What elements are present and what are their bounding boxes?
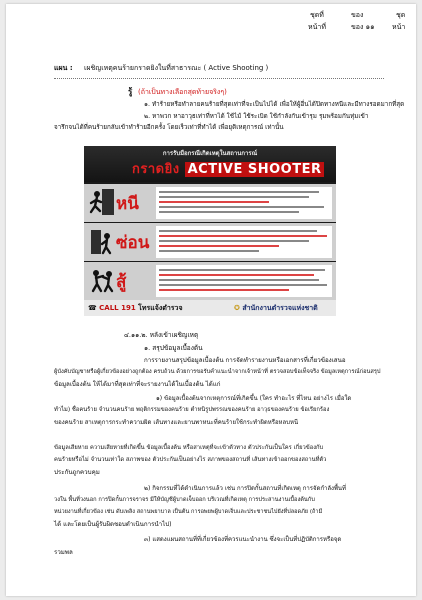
body-line-5: ทำไม) ชื่อคนร้าย จำนวนคนร้าย พฤติกรรมของคนร้าย ตำหนิรูปพรรณของคนร้าย อาวุธของคนร้าย ข้อเรียกร้อง (54, 407, 330, 413)
body-line-4: ๑) ข้อมูลเบื้องต้นจากเหตุการณ์ที่เกิดขึ้น (ใคร ทำอะไร ที่ไหน อย่างไร เมื่อใด (156, 395, 352, 402)
body-line-6: ของคนร้าย สาเหตุการกระทำความผิด เส้นทางและยานพาหนะที่คนร้ายใช้กระทำผิดหรือหลบหนี (54, 419, 299, 426)
body-line-14: ๓) แสดงแผนสถานที่ที่เกี่ยวข้องที่ควรแนะนำงาน ซึ่งจะเป็นที่ปฏิบัติการหรือจุด (144, 536, 342, 543)
poster-org (234, 303, 318, 314)
poster-text-fight (156, 265, 332, 297)
poster-label-hide: ซ่อน (116, 233, 150, 253)
poster-title-th: กราดยิง (132, 162, 180, 177)
poster-text-hide (156, 226, 332, 258)
poster-header (84, 146, 336, 182)
section-subtitle: (ถ้าเป็นทางเลือกสุดท้ายจริงๆ) (138, 88, 227, 96)
police-badge-icon: ✪ (234, 304, 240, 312)
body-line-9: ประกันถูกควบคุม (54, 469, 100, 476)
page-unit-label: หน้า (392, 23, 406, 31)
plan-title: เผชิญเหตุคนร้ายกราดยิงในที่สาธารณะ ( Active Shooting ) (84, 64, 269, 72)
page-label: หน้าที่ (308, 23, 326, 31)
paragraph-1: ๑. ทำร้ายหรือทำลายคนร้ายที่สุดเท่าที่จะเป็นไปได้ เพื่อให้ผู้อื่นได้ปิดทางหนีและมีทางรอดมากที่สุด (144, 101, 405, 108)
set-label: ชุดที่ (310, 11, 324, 19)
body-line-2: ผู้บังคับบัญชาหรือผู้เกี่ยวข้องอย่างถูกต้อง ครบถ้วน ด้วยการขอรับคำแนะนำจากเจ้าหน้าที่ ตรวจสอบข้อเท็จจริง ข้อมูลเหตุการณ์ก่อนสรุป (54, 369, 381, 375)
body-line-15: รวมพล (54, 549, 73, 556)
active-shooter-poster (84, 146, 336, 316)
poster-org-name: สำนักงานตำรวจแห่งชาติ (242, 304, 318, 312)
phone-icon: ☎ (88, 304, 97, 312)
page-of-label: ของ ๑๑ (351, 23, 375, 31)
poster-row-run (84, 184, 336, 222)
poster-text-run (156, 187, 332, 219)
poster-call (88, 303, 183, 314)
body-line-1: การรายงานสรุปข้อมูลเบื้องต้น การจัดทำรายงานหรือเอกสารที่เกี่ยวข้องเสนอ (144, 357, 346, 364)
body-line-11: วงใน พื้นที่วงนอก การปิดกั้นการจราจร มีให้บัญชีผู้บาดเจ็บออก บริเวณที่เกิดเหตุ การประสานงานเบื้องต้นกับ (54, 497, 315, 503)
poster-title (132, 158, 332, 179)
paragraph-2-line-2: จารึกจนได้ที่คนร้ายกลับเข้าทำร้ายอีกครั้ง โดยเร็วเท่าที่ทำได้ เพื่อยุติเหตุการณ์ เท่านั้น (54, 124, 284, 131)
body-line-7: ข้อมูลเสียหาย ความเสียหายที่เกิดขึ้น ข้อมูลเบื้องต้น หรือสาเหตุที่จะเข้าตัวทาง ตัวประกันเป็นใคร เกี่ยวข้องกับ (54, 445, 324, 451)
poster-row-hide (84, 223, 336, 261)
body-line-12: หน่วยงานที่เกี่ยวข้อง เช่น ดับเพลิง สถานพยาบาล เป็นต้น การอพยพผู้บาดเจ็บและประชาชนไปยังที่ปลอดภัย (ถ้ามี (54, 509, 323, 515)
plan-label: แผน : (54, 64, 73, 72)
dotted-divider (54, 78, 384, 79)
running-person-icon (88, 187, 116, 219)
body-line-10: ๒) กิจกรรมที่ได้ดำเนินการแล้ว เช่น การปิดกั้นสถานที่เกิดเหตุ การจัดกำลังพื้นที่ (144, 485, 346, 492)
poster-call-text: โทรแจ้งตำรวจ (138, 304, 183, 312)
subsection-heading: ๔.๑๑.๒. หลังเข้าเผชิญเหตุ (124, 331, 199, 339)
poster-subtitle: การรับมือกรณีเกิดเหตุในสถานการณ์ (162, 150, 258, 157)
document-page (6, 4, 416, 596)
poster-label-fight: สู้ (116, 272, 127, 292)
poster-row-fight (84, 262, 336, 300)
paragraph-2-line-1: ๒. หาพวก หาอาวุธเท่าที่หาได้ ใช้ไม้ ใช้ระเบิด ใช้กำลังกันเข้ารุม รุมพร้อมกันทุ่มเข้า (144, 113, 369, 120)
poster-title-en: ACTIVE SHOOTER (185, 162, 325, 177)
poster-label-run: หนี (116, 194, 139, 214)
fighting-person-icon (88, 265, 116, 297)
body-line-3: ข้อมูลเบื้องต้น ให้ได้มาที่สุดเท่าที่จะรายงานได้ในเบื้องต้น ได้แก่ (54, 381, 221, 388)
poster-footer (84, 300, 336, 316)
hiding-person-icon (88, 226, 116, 258)
section-marker: รู้ (128, 87, 133, 96)
set-unit-label: ชุด (396, 11, 406, 19)
set-of-label: ของ (351, 11, 364, 19)
poster-call-number: CALL 191 (99, 304, 136, 312)
body-line-13: ได้ และโดยเป็นผู้รับผิดชอบดำเนินการนำไป) (54, 521, 172, 528)
subsection-item-1: ๑. สรุปข้อมูลเบื้องต้น (144, 344, 203, 352)
body-line-8: คนร้ายหรือไม่ จำนวนเท่าใด สภาพของ ตัวประกันเป็นอย่างไร สภาพของสถานที่ เส้นทางเข้าออกของสถานที่ตัว (54, 457, 327, 463)
